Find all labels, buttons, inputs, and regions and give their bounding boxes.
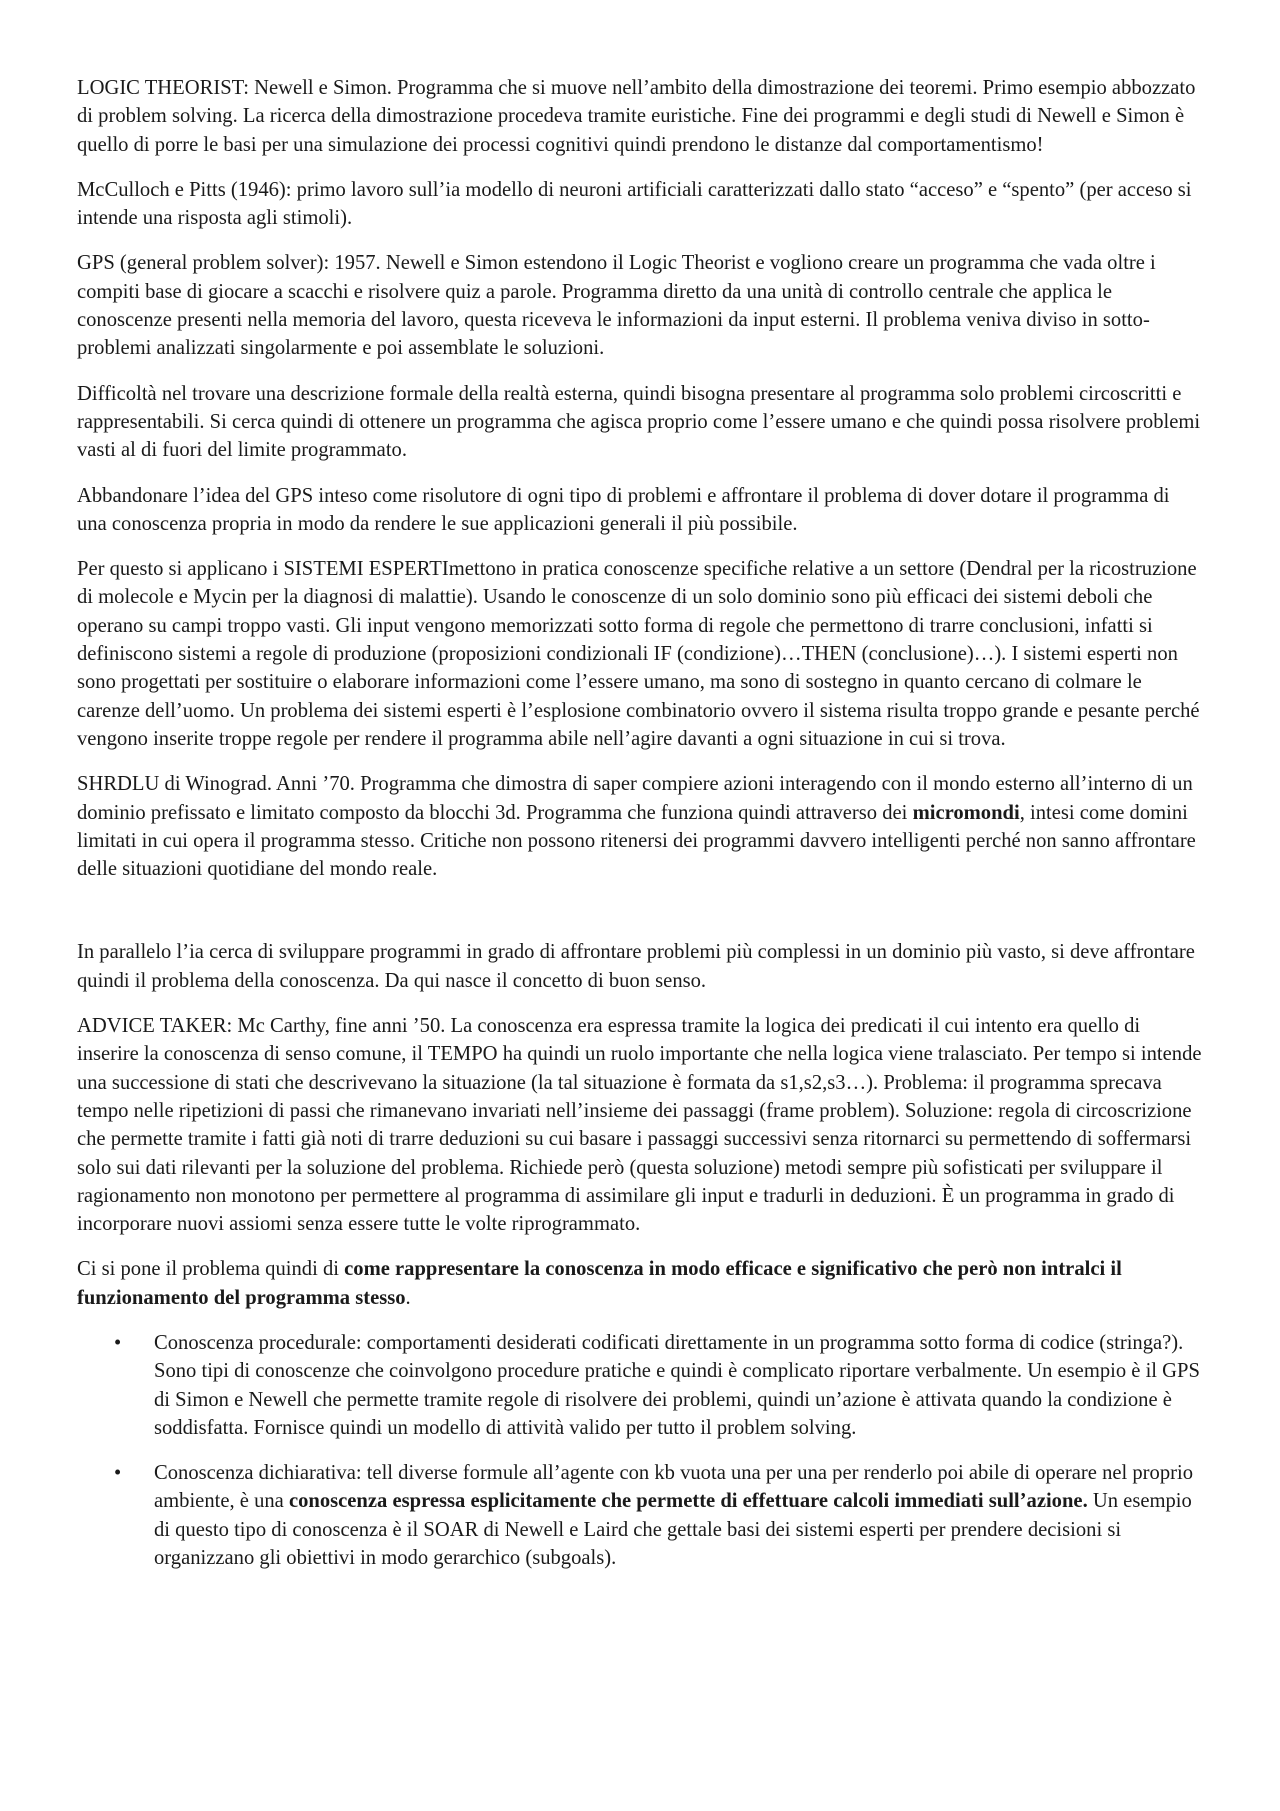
- bullet-icon: •: [114, 1462, 122, 1485]
- paragraph-mcculloch-pitts: McCulloch e Pitts (1946): primo lavoro sull’ia modello di neuroni artificiali caratterizzati dallo stato “acceso” e “spento” (per acceso si intende una risposta agli stimoli).: [77, 178, 1192, 230]
- representation-text-after: .: [405, 1286, 411, 1309]
- bullet-icon: •: [114, 1331, 122, 1354]
- paragraph-formal-description: Difficoltà nel trovare una descrizione formale della realtà esterna, quindi bisogna presentare al programma solo problemi circoscritti e rappresentabili. Si cerca quindi di ottenere un programma che agisca proprio come l’essere umano e che quindi possa risolvere problemi vasti al di fuori del limite programmato.: [77, 382, 1201, 462]
- declarative-text-before: Conoscenza dichiarativa: tell diverse formule all’agente con kb vuota una per una per renderlo poi abile di operare nel proprio ambiente, è una: [154, 1462, 1193, 1513]
- representation-text-before: Ci si pone il problema quindi di: [77, 1258, 345, 1281]
- list-item-procedural: [77, 1329, 1202, 1442]
- paragraph-shrdlu: [77, 770, 1202, 883]
- paragraph-expert-systems: Per questo si applicano i SISTEMI ESPERTImettono in pratica conoscenze specifiche relative a un settore (Dendral per la ricostruzione di molecole e Mycin per la diagnosi di malattie). Usando le conoscenze di un solo dominio sono più efficaci dei sistemi deboli che operano su campi troppo vasti. Gli input vengono memorizzati sotto forma di regole che permettono di trarre conclusioni, infatti si definiscono sistemi a regole di produzione (proposizioni condizionali IF (condizione)…THEN (conclusione)…). I sistemi esperti non sono progettati per sostituire o elaborare informazioni come l’essere umano, ma sono di sostegno in quanto cercano di colmare le carenze dell’uomo. Un problema dei sistemi esperti è l’esplosione combinatorio ovvero il sistema risulta troppo grande e pesante perché vengono inserite troppe regole per rendere il programma abile nell’agire davanti a ogni situazione in cui si trova.: [77, 558, 1200, 750]
- declarative-text-after: Un esempio di questo tipo di conoscenza è il SOAR di Newell e Laird che gettale basi dei sistemi esperti per prendere decisioni si organizzano gli obiettivi in modo gerarchico (subgoals).: [154, 1490, 1192, 1570]
- representation-bold-text: come rappresentare la conoscenza in modo efficace e significativo che però non intralci il funzionamento del programma stesso: [77, 1258, 1122, 1309]
- paragraph-common-sense: In parallelo l’ia cerca di sviluppare programmi in grado di affrontare problemi più complessi in un dominio più vasto, si deve affrontare quindi il problema della conoscenza. Da qui nasce il concetto di buon senso.: [77, 941, 1195, 992]
- declarative-bold-text: conoscenza espressa esplicitamente che permette di effettuare calcoli immediati sull’azione.: [288, 1490, 1088, 1513]
- list-item-declarative: [77, 1459, 1202, 1572]
- knowledge-types-list: [77, 1329, 1202, 1572]
- shrdlu-text-after: , intesi come domini limitati in cui opera il programma stesso. Critiche non possono ritenersi dei programmi davvero intelligenti perché non sanno affrontare delle situazioni quotidiane del mondo reale.: [77, 801, 1196, 881]
- paragraph-logic-theorist: LOGIC THEORIST: Newell e Simon. Programma che si muove nell’ambito della dimostrazione dei teoremi. Primo esempio abbozzato di problem solving. La ricerca della dimostrazione procedeva tramite euristiche. Fine dei programmi e degli studi di Newell e Simon è quello di porre le basi per una simulazione dei processi cognitivi quindi prendono le distanze dal comportamentismo!: [77, 77, 1196, 156]
- section-spacer: [77, 900, 1202, 938]
- paragraph-gps: GPS (general problem solver): 1957. Newell e Simon estendono il Logic Theorist e vogliono creare un programma che vada oltre i compiti base di giocare a scacchi e risolvere quiz a parole. Programma diretto da una unità di controllo centrale che applica le conoscenze presenti nella memoria del lavoro, questa riceveva le informazioni da input esterni. Il problema veniva diviso in sotto-problemi analizzati singolarmente e poi assemblate le soluzioni.: [77, 252, 1156, 360]
- list-item-text: Conoscenza procedurale: comportamenti desiderati codificati direttamente in un programma sotto forma di codice (stringa?). Sono tipi di conoscenze che coinvolgono procedure pratiche e quindi è complicato riportare verbalmente. Un esempio è il GPS di Simon e Newell che permette tramite regole di risolvere dei problemi, quindi un’azione è attivata quando la condizione è soddisfatta. Fornisce quindi un modello di attività valido per tutto il problem solving.: [154, 1331, 1200, 1439]
- shrdlu-bold-term: micromondi: [912, 801, 1020, 824]
- paragraph-advice-taker: ADVICE TAKER: Mc Carthy, fine anni ’50. La conoscenza era espressa tramite la logica dei predicati il cui intento era quello di inserire la conoscenza di senso comune, il TEMPO ha quindi un ruolo importante che nella logica viene tralasciato. Per tempo si intende una successione di stati che descrivevano la situazione (la tal situazione è formata da s1,s2,s3…). Problema: il programma sprecava tempo nelle ripetizioni di passi che rimanevano invariati nell’insieme dei passaggi (frame problem). Soluzione: regola di circoscrizione che permette tramite i fatti già noti di trarre deduzioni su cui basare i passaggi successivi senza ritornarci su permettendo di soffermarsi solo sui dati rilevanti per la soluzione del problema. Richiede però (questa soluzione) metodi sempre più sofisticati per sviluppare il ragionamento non monotono per permettere al programma di assimilare gli input e tradurli in deduzioni. È un programma in grado di incorporare nuovi assiomi senza essere tutte le volte riprogrammato.: [77, 1015, 1202, 1236]
- shrdlu-text-before: SHRDLU di Winograd. Anni ’70. Programma che dimostra di saper compiere azioni interagendo con il mondo esterno all’interno di un dominio prefissato e limitato composto da blocchi 3d. Programma che funziona quindi attraverso dei: [77, 773, 1193, 824]
- paragraph-knowledge-representation: [77, 1255, 1202, 1312]
- paragraph-abandon-gps: Abbandonare l’idea del GPS inteso come risolutore di ogni tipo di problemi e affrontare il problema di dover dotare il programma di una conoscenza propria in modo da rendere le sue applicazioni generali il più possibile.: [77, 484, 1170, 535]
